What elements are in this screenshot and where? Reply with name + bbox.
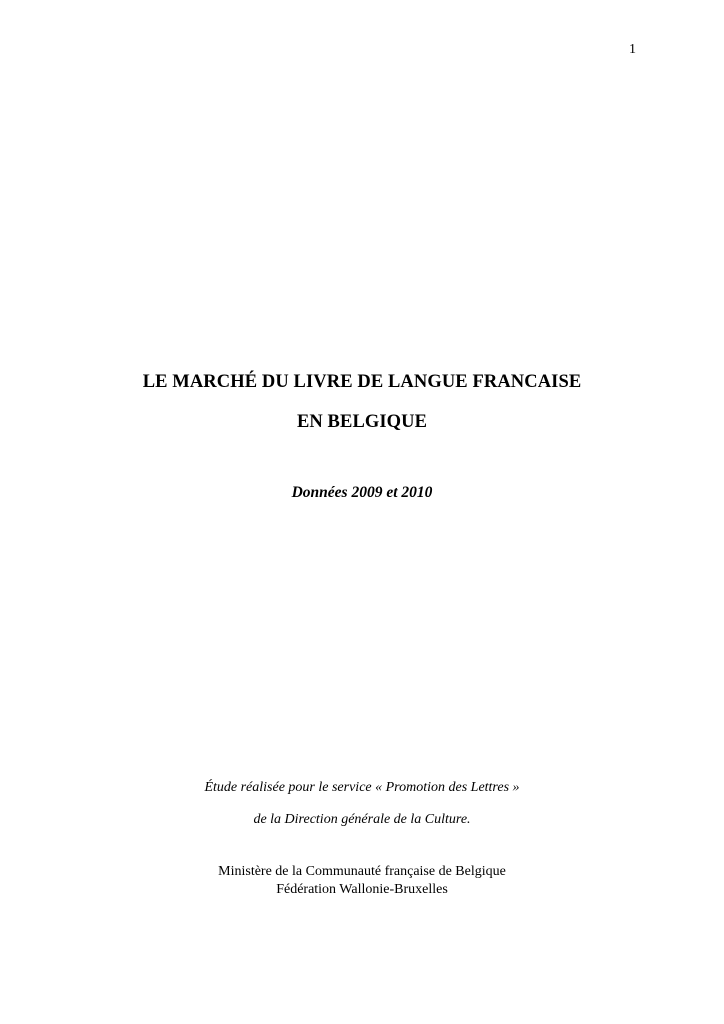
document-title-line-1: LE MARCHÉ DU LIVRE DE LANGUE FRANCAISE <box>142 372 582 392</box>
page-number: 1 <box>629 42 636 57</box>
document-title-line-2: EN BELGIQUE <box>296 412 428 432</box>
ministry-line-1: Ministère de la Communauté française de Belgique <box>218 864 506 879</box>
ministry-line-2: Fédération Wallonie-Bruxelles <box>276 882 448 897</box>
study-note-line-2: de la Direction générale de la Culture. <box>253 812 471 827</box>
document-subtitle: Données 2009 et 2010 <box>291 484 433 501</box>
study-note-line-1: Étude réalisée pour le service « Promotion des Lettres » <box>204 780 520 795</box>
